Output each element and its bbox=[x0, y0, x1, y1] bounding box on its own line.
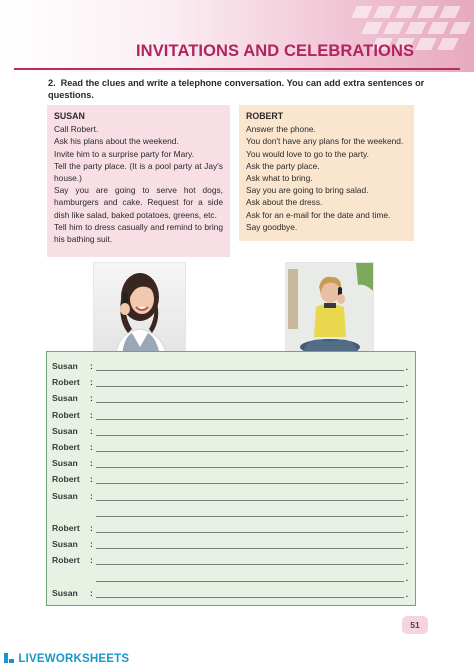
line-end-mark: . bbox=[405, 556, 408, 567]
susan-clue: Tell him to dress casually and remind to bring his bathing suit. bbox=[54, 221, 223, 245]
speaker-colon: : bbox=[90, 393, 93, 404]
robert-clues-box bbox=[239, 105, 414, 241]
line-end-mark: . bbox=[405, 426, 408, 437]
speaker-name: Susan bbox=[52, 361, 78, 371]
susan-clues-box bbox=[47, 105, 230, 257]
liveworksheets-logo[interactable] bbox=[4, 653, 129, 665]
robert-clue: Say goodbye. bbox=[246, 221, 298, 232]
speaker-name: Robert bbox=[52, 523, 80, 533]
speaker-colon: : bbox=[90, 377, 93, 388]
speaker-colon: : bbox=[90, 425, 93, 436]
speaker-colon: : bbox=[90, 361, 93, 371]
susan-clue: Say you are going to serve hot dogs, hamburgers and cake. Request for a side dish like salad, baked potatoes, greens, etc. bbox=[54, 185, 223, 220]
dialogue-line[interactable] bbox=[52, 519, 412, 535]
speaker-name: Susan bbox=[52, 490, 78, 501]
exercise-number: 2. bbox=[48, 78, 56, 88]
dialogue-line[interactable] bbox=[52, 389, 412, 405]
answer-line[interactable] bbox=[96, 451, 404, 452]
speaker-name: Susan bbox=[52, 425, 78, 436]
dialogue-line[interactable] bbox=[52, 373, 412, 389]
robert-clue: You would love to go to the party. bbox=[246, 148, 369, 159]
answer-line[interactable] bbox=[96, 548, 404, 549]
speaker-colon: : bbox=[90, 555, 93, 566]
line-end-mark: . bbox=[405, 394, 408, 405]
dialogue-line[interactable] bbox=[52, 503, 412, 519]
dialogue-line[interactable] bbox=[52, 454, 412, 470]
answer-line[interactable] bbox=[96, 564, 404, 565]
speaker-name: Susan bbox=[52, 458, 78, 469]
answer-line[interactable] bbox=[96, 467, 404, 468]
robert-phone-photo bbox=[285, 262, 374, 354]
robert-clue: You don't have any plans for the weekend. bbox=[246, 136, 404, 147]
line-end-mark: . bbox=[405, 378, 408, 389]
line-end-mark: . bbox=[405, 572, 408, 583]
robert-clue: Answer the phone. bbox=[246, 124, 316, 135]
footer-brand: LIVEWORKSHEETS bbox=[18, 653, 130, 665]
answer-line[interactable] bbox=[96, 532, 404, 533]
line-end-mark: . bbox=[405, 443, 408, 453]
robert-clue: Say you are going to bring salad. bbox=[246, 185, 369, 196]
dialogue-line[interactable] bbox=[52, 438, 412, 454]
robert-clue: Ask about the dress. bbox=[246, 197, 323, 208]
susan-clue: Invite him to a surprise party for Mary. bbox=[54, 148, 194, 159]
dialogue-line[interactable] bbox=[52, 551, 412, 567]
liveworksheets-mark-icon bbox=[4, 653, 17, 665]
answer-line[interactable] bbox=[96, 597, 404, 598]
speaker-colon: : bbox=[90, 490, 93, 501]
line-end-mark: . bbox=[405, 475, 408, 486]
dialogue-line[interactable] bbox=[52, 487, 412, 503]
line-end-mark: . bbox=[405, 362, 408, 372]
line-end-mark: . bbox=[405, 524, 408, 534]
answer-line[interactable] bbox=[96, 419, 404, 420]
header-banner bbox=[0, 0, 474, 72]
line-end-mark: . bbox=[405, 491, 408, 502]
answer-line[interactable] bbox=[96, 386, 404, 387]
line-end-mark: . bbox=[405, 459, 408, 470]
speaker-name: Robert bbox=[52, 377, 80, 388]
answer-line[interactable] bbox=[96, 581, 404, 582]
dialogue-writing-area bbox=[46, 351, 416, 606]
susan-clue: Tell the party place. (It is a pool party at Jay's house.) bbox=[54, 160, 223, 184]
exercise-instruction bbox=[48, 77, 428, 101]
answer-line[interactable] bbox=[96, 402, 404, 403]
speaker-name: Robert bbox=[52, 442, 80, 452]
dialogue-line[interactable] bbox=[52, 470, 412, 486]
dialogue-line[interactable] bbox=[52, 422, 412, 438]
speaker-name: Susan bbox=[52, 393, 78, 404]
header-divider bbox=[14, 68, 460, 70]
instruction-text: Read the clues and write a telephone conversation. You can add extra sentences or questions. bbox=[48, 78, 425, 100]
speaker-name: Robert bbox=[52, 409, 80, 420]
susan-clue: Call Robert. bbox=[54, 124, 99, 135]
dialogue-line[interactable] bbox=[52, 568, 412, 584]
line-end-mark: . bbox=[405, 588, 408, 599]
speaker-colon: : bbox=[90, 539, 93, 550]
speaker-name: Susan bbox=[52, 539, 78, 550]
line-end-mark: . bbox=[405, 410, 408, 421]
line-end-mark: . bbox=[405, 540, 408, 551]
answer-line[interactable] bbox=[96, 435, 404, 436]
robert-clue: Ask what to bring. bbox=[246, 173, 313, 184]
susan-phone-photo bbox=[93, 262, 186, 354]
susan-clue: Ask his plans about the weekend. bbox=[54, 136, 179, 147]
robert-clue: Ask for an e-mail for the date and time. bbox=[246, 209, 391, 220]
speaker-colon: : bbox=[90, 587, 93, 598]
answer-line[interactable] bbox=[96, 500, 404, 501]
page-title: INVITATIONS AND CELEBRATIONS bbox=[136, 42, 415, 60]
dialogue-line[interactable] bbox=[52, 584, 412, 600]
speaker-colon: : bbox=[90, 474, 93, 485]
dialogue-line[interactable] bbox=[52, 357, 412, 373]
speaker-name: Robert bbox=[52, 474, 80, 485]
answer-line[interactable] bbox=[96, 370, 404, 371]
speaker-colon: : bbox=[90, 442, 93, 452]
answer-line[interactable] bbox=[96, 516, 404, 517]
speaker-name: Susan bbox=[52, 587, 78, 598]
page-number: 51 bbox=[402, 616, 428, 634]
speaker-colon: : bbox=[90, 523, 93, 533]
answer-line[interactable] bbox=[96, 483, 404, 484]
line-end-mark: . bbox=[405, 507, 408, 518]
speaker-colon: : bbox=[90, 409, 93, 420]
speaker-name: Robert bbox=[52, 555, 80, 566]
susan-heading: SUSAN bbox=[54, 111, 85, 121]
robert-heading: ROBERT bbox=[246, 111, 284, 121]
dialogue-line[interactable] bbox=[52, 535, 412, 551]
speaker-colon: : bbox=[90, 458, 93, 469]
dialogue-line[interactable] bbox=[52, 406, 412, 422]
robert-clue: Ask the party place. bbox=[246, 160, 320, 171]
